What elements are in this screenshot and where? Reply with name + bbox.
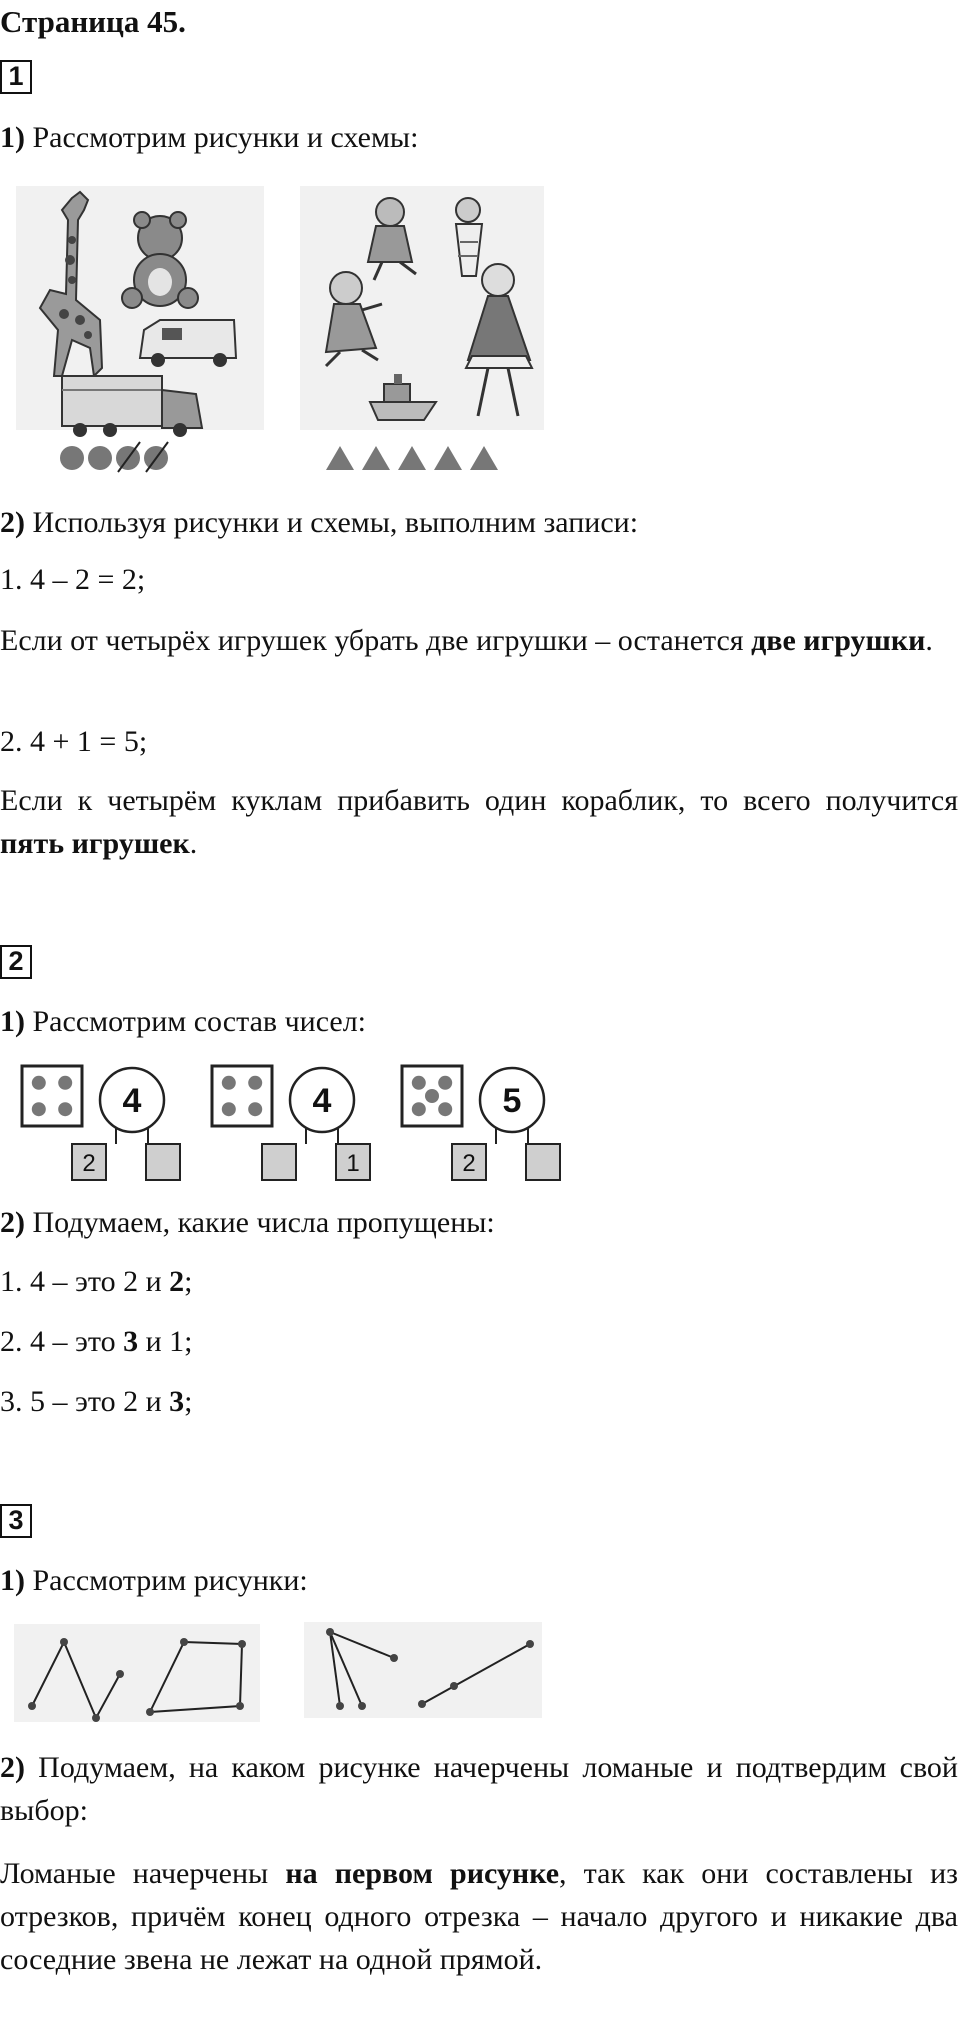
die-dot	[425, 1089, 439, 1103]
task3-step2	[0, 1746, 958, 1832]
die-icon	[212, 1066, 272, 1126]
answer-end: ;	[184, 1385, 193, 1418]
die-dot	[32, 1076, 46, 1090]
part-number-left: 2	[462, 1150, 476, 1177]
composition-scheme	[212, 1066, 370, 1180]
task2-answer-1	[0, 1262, 958, 1302]
part-box-right	[526, 1144, 560, 1180]
answer-text: 2. 4 – это	[0, 1325, 124, 1358]
composition-scheme	[22, 1066, 180, 1180]
polyline-figures	[14, 1618, 554, 1724]
step-text: Подумаем, на каком рисунке начерчены ломаные и подтвердим свой выбор:	[0, 1751, 958, 1827]
task1-equation-1: 1. 4 – 2 = 2;	[0, 563, 146, 596]
circle-scheme	[60, 442, 168, 472]
task2-answer-3	[0, 1382, 958, 1422]
explanation-bold: пять игрушек	[0, 827, 190, 860]
die-dot	[438, 1076, 452, 1090]
step-number: 2)	[0, 506, 25, 539]
part-box-right	[146, 1144, 180, 1180]
die-dot	[32, 1102, 46, 1116]
composition-scheme	[402, 1066, 560, 1180]
task-number-2: 2	[0, 945, 32, 979]
task-number-3: 3	[0, 1504, 32, 1538]
step-number: 1)	[0, 1005, 25, 1038]
step-text: Подумаем, какие числа пропущены:	[25, 1206, 495, 1239]
die-dot	[248, 1076, 262, 1090]
answer-end: и 1;	[138, 1325, 193, 1358]
task1-explanation-2	[0, 779, 958, 865]
answer-bold: 3	[123, 1325, 139, 1358]
task2-step1	[0, 1002, 958, 1042]
die-dot	[248, 1102, 262, 1116]
explanation-text: Ломаные начерчены	[0, 1857, 286, 1890]
step-number: 2)	[0, 1751, 25, 1784]
answer-text: 1. 4 – это 2 и	[0, 1265, 170, 1298]
task-number-1: 1	[0, 60, 32, 94]
step-number: 2)	[0, 1206, 25, 1239]
task1-step1	[0, 118, 958, 158]
explanation-bold: две игрушки	[751, 624, 926, 657]
explanation-end: , так как они составлены из отрезков, причём конец одного отрезка – начало другого и никакие два соседние звена не лежат на одной прямой.	[0, 1857, 958, 1976]
task1-step2	[0, 503, 958, 543]
number-composition-schemes	[20, 1062, 590, 1188]
whole-number: 4	[312, 1082, 332, 1120]
answer-text: 3. 5 – это 2 и	[0, 1385, 170, 1418]
step-text: Рассмотрим рисунки:	[25, 1564, 308, 1597]
task3-step1	[0, 1561, 958, 1601]
answer-bold: 3	[169, 1385, 185, 1418]
die-dot	[58, 1076, 72, 1090]
explanation-text: Если от четырёх игрушек убрать две игрушки – останется	[0, 624, 752, 657]
die-dot	[438, 1102, 452, 1116]
step-text: Рассмотрим состав чисел:	[25, 1005, 367, 1038]
task1-illustrations	[10, 180, 550, 476]
part-number-left: 2	[82, 1150, 96, 1177]
die-icon	[22, 1066, 82, 1126]
explanation-end: .	[189, 827, 198, 860]
die-dot	[222, 1102, 236, 1116]
task1-explanation-1	[0, 619, 958, 662]
step-text: Используя рисунки и схемы, выполним записи:	[25, 506, 639, 539]
die-dot	[222, 1076, 236, 1090]
whole-number: 5	[502, 1082, 522, 1120]
task2-step2	[0, 1203, 958, 1243]
whole-number: 4	[122, 1082, 142, 1120]
explanation-text: Если к четырём куклам прибавить один кораблик, то всего получится	[0, 784, 958, 817]
task1-equation-2: 2. 4 + 1 = 5;	[0, 725, 148, 758]
die-dot	[58, 1102, 72, 1116]
part-number-right: 1	[346, 1150, 360, 1177]
part-box-left	[262, 1144, 296, 1180]
page-title: Страница 45.	[0, 4, 186, 39]
step-number: 1)	[0, 121, 25, 154]
step-text: Рассмотрим рисунки и схемы:	[25, 121, 419, 154]
die-dot	[412, 1076, 426, 1090]
explanation-bold: на первом рисунке	[285, 1857, 560, 1890]
task3-explanation	[0, 1852, 958, 1981]
answer-end: ;	[184, 1265, 193, 1298]
baby-doll-icon	[456, 198, 482, 276]
explanation-end: .	[925, 624, 933, 657]
step-number: 1)	[0, 1564, 25, 1597]
triangle-scheme	[326, 446, 498, 470]
answer-bold: 2	[169, 1265, 185, 1298]
die-dot	[412, 1102, 426, 1116]
task2-answer-2	[0, 1322, 958, 1362]
